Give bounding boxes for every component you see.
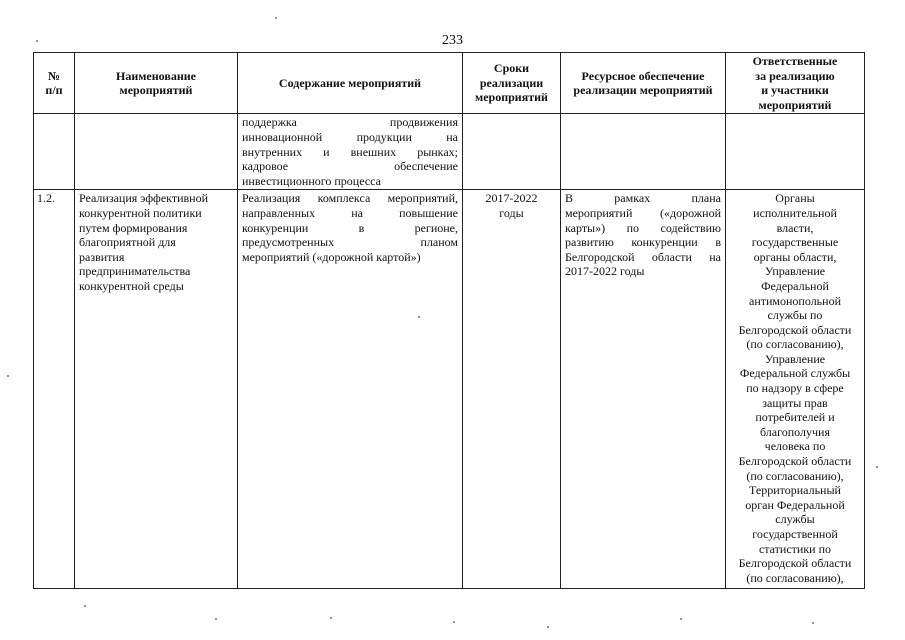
text-line: Белгородской области [738, 556, 852, 571]
header-content [238, 53, 463, 114]
text-line: Белгородской области [738, 322, 852, 337]
text-line: поддержка продвижения [242, 115, 458, 130]
cell-name [75, 190, 238, 589]
text-line: Содержание мероприятий [278, 75, 422, 90]
text-line: 2017-2022 [485, 191, 538, 206]
header-resources [561, 53, 726, 114]
text-line: 2017-2022 годы [565, 264, 645, 279]
text-line: Реализация эффективной [79, 191, 208, 206]
text-line: исполнительной [753, 205, 837, 220]
text-line: Ответственные [752, 54, 838, 68]
text-line: карты») по содействию [565, 220, 721, 235]
text-line: органы области, [753, 249, 837, 264]
cell-resources [561, 190, 726, 589]
text-line: (по согласованию), [746, 570, 844, 585]
text-line: п/п [45, 83, 63, 98]
text-line: (по согласованию), [746, 337, 844, 352]
text-line: Управление [764, 351, 826, 366]
cell-terms [463, 190, 561, 589]
text-line: и участники [761, 83, 829, 98]
text-line: В рамках плана [565, 191, 721, 206]
text-line: реализации мероприятий [573, 83, 713, 98]
text-line: службы по [767, 308, 823, 323]
text-line: путем формирования [79, 220, 188, 235]
text-line: Управление [764, 264, 826, 279]
table-row-continuation [34, 114, 865, 190]
text-line: Территориальный [749, 483, 841, 498]
text-line: благоприятной для [79, 235, 176, 250]
cell-terms [463, 114, 561, 190]
text-line: Сроки [493, 61, 530, 76]
text-line: власти, [776, 220, 814, 235]
header-terms [463, 53, 561, 114]
cell-content [238, 190, 463, 589]
text-line: защиты прав [762, 395, 828, 410]
scan-speck [275, 17, 277, 19]
scan-speck [812, 622, 814, 624]
header-num [34, 53, 75, 114]
text-line: мероприятий [758, 97, 832, 112]
header-name [75, 53, 238, 114]
text-line: кадровое обеспечение [242, 159, 458, 174]
scan-speck [84, 605, 86, 607]
text-line: Федеральной службы [739, 366, 851, 381]
text-line: государственные [751, 235, 839, 250]
text-line: инновационной продукции на [242, 129, 458, 144]
text-line: человека по [764, 439, 826, 454]
text-line: предпринимательства [79, 264, 191, 279]
cell-num: 1.2. [34, 190, 75, 589]
header-responsible [726, 53, 865, 114]
text-line: Федеральной [761, 278, 829, 293]
text-line: мероприятий («дорожной [565, 205, 721, 220]
text-line: благополучия [760, 424, 830, 439]
text-line: по надзору в сфере [746, 381, 844, 396]
text-line: Наименование [116, 68, 196, 83]
text-line: конкурентной политики [79, 205, 202, 220]
text-line: предусмотренных планом [242, 235, 458, 250]
text-line: развитию конкуренции в [565, 235, 721, 250]
text-line: потребителей и [755, 410, 835, 425]
cell-num [34, 114, 75, 190]
text-line: годы [499, 205, 524, 220]
scan-speck [418, 316, 420, 318]
scan-speck [547, 626, 549, 628]
text-line: Белгородской области [738, 454, 852, 469]
text-line: Органы [775, 191, 815, 206]
text-line: Ресурсное обеспечение [581, 68, 705, 83]
text-line: конкуренции в регионе, [242, 220, 458, 235]
scan-speck [876, 466, 878, 468]
text-line: направленных на повышение [242, 205, 458, 220]
cell-content [238, 114, 463, 190]
events-table [33, 52, 865, 589]
text-line: Белгородской области на [565, 249, 721, 264]
text-line: инвестиционного процесса [242, 173, 381, 188]
text-line: мероприятий [475, 90, 548, 105]
scan-speck [7, 375, 9, 377]
text-line: службы [775, 512, 815, 527]
text-line: мероприятий («дорожной картой») [242, 249, 421, 264]
scan-speck [453, 621, 455, 623]
scan-speck [330, 617, 332, 619]
text-line: внутренних и внешних рынках; [242, 144, 458, 159]
cell-name [75, 114, 238, 190]
header-row [34, 53, 865, 114]
page-number: 233 [442, 33, 463, 48]
scan-speck [36, 40, 38, 42]
cell-responsible [726, 114, 865, 190]
text-line: антимонопольной [749, 293, 841, 308]
text-line: мероприятий [119, 83, 193, 98]
cell-responsible [726, 190, 865, 589]
scan-speck [215, 618, 217, 620]
text-line: (по согласованию), [746, 468, 844, 483]
table-row-1-2 [34, 190, 865, 589]
text-line: орган Федеральной [745, 497, 845, 512]
text-line: развития [79, 249, 125, 264]
scan-speck [680, 618, 682, 620]
text-line: статистики по [758, 541, 832, 556]
text-line: № [47, 68, 61, 83]
text-line: за реализацию [755, 68, 835, 83]
text-line: реализации [479, 75, 544, 90]
text-line: Реализация комплекса мероприятий, [242, 191, 458, 206]
cell-resources [561, 114, 726, 190]
text-line: государственной [752, 527, 838, 541]
text-line: конкурентной среды [79, 278, 184, 293]
